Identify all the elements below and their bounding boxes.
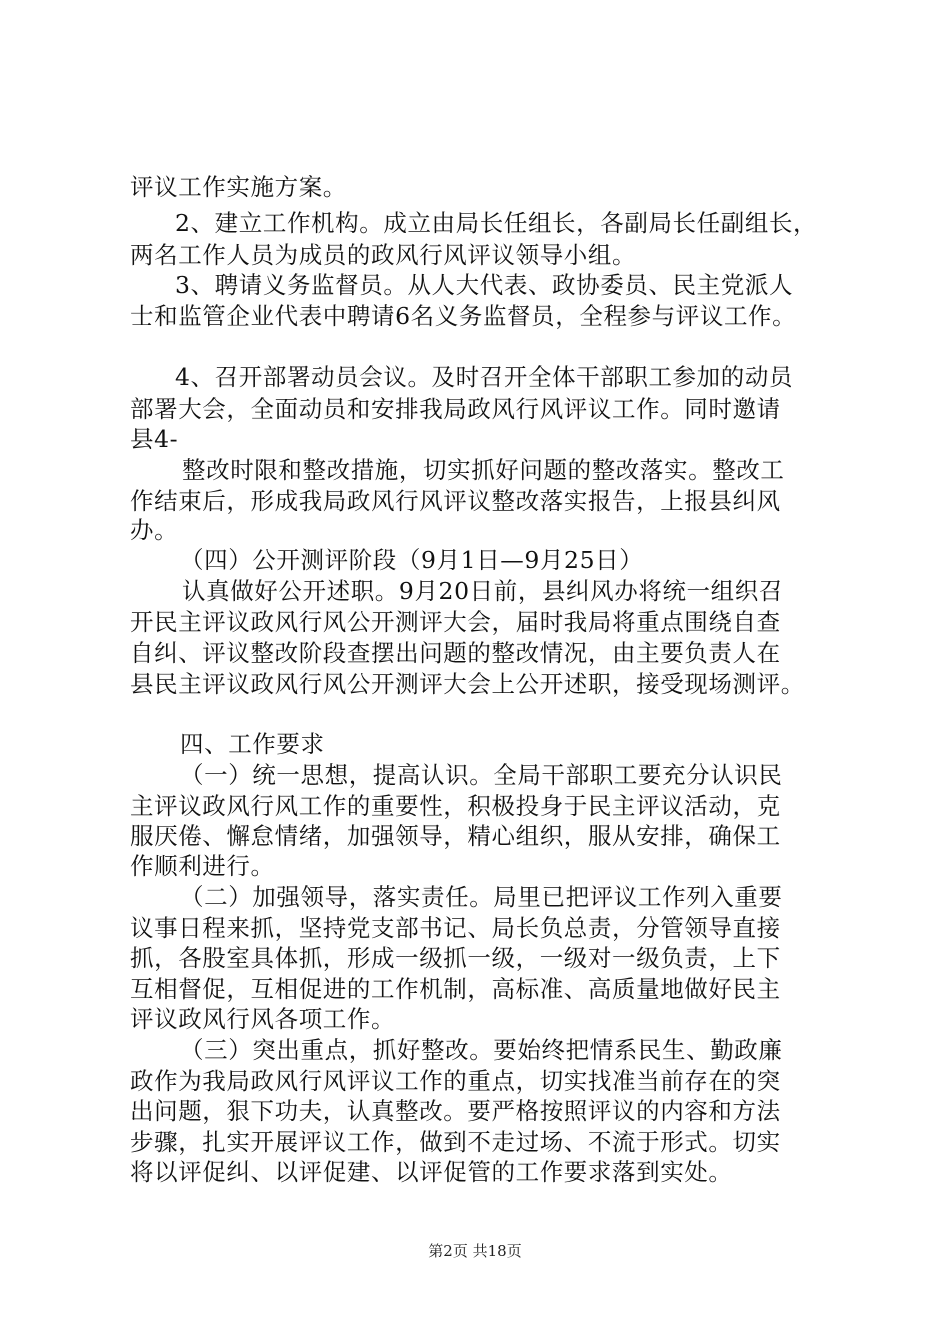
text-line: 互相督促，互相促进的工作机制，高标准、高质量地做好民主 [130,975,781,1003]
text-line: 评议工作实施方案。 [130,173,347,201]
text-line: 服厌倦、懈怠情绪，加强领导，精心组织，服从安排，确保工 [130,822,781,850]
text-line: 县民主评议政风行风公开测评大会上公开述职，接受现场测评。 [130,670,805,698]
text-line: 政作为我局政风行风评议工作的重点，切实找准当前存在的突 [130,1067,781,1095]
text-line: 将以评促纠、以评促建、以评促管的工作要求落到实处。 [130,1158,733,1186]
text-line: 议事日程来抓，坚持党支部书记、局长负总责，分管领导直接 [130,914,781,942]
text-line: （一）统一思想，提高认识。全局干部职工要充分认识民 [180,761,783,789]
text-line: （二）加强领导，落实责任。局里已把评议工作列入重要 [180,883,783,911]
page-footer: 第2页 共18页 [428,1242,522,1260]
text-line: 认真做好公开述职。9月20日前，县纠风办将统一组织召 [182,577,783,605]
text-line: 主评议政风行风工作的重要性，积极投身于民主评议活动，克 [130,792,781,820]
text-line: 3、聘请义务监督员。从人大代表、政协委员、民主党派人 [175,271,794,299]
text-line: 抓，各股室具体抓，形成一级抓一级，一级对一级负责，上下 [130,944,781,972]
text-line: 2、建立工作机构。成立由局长任组长，各副局长任副组长， [175,209,818,237]
text-line: 开民主评议政风行风公开测评大会，届时我局将重点围绕自查 [130,608,781,636]
text-line: （三）突出重点，抓好整改。要始终把情系民生、勤政廉 [180,1036,783,1064]
text-line: 评议政风行风各项工作。 [130,1005,396,1033]
text-line: 作顺利进行。 [130,852,275,880]
text-line: 两名工作人员为成员的政风行风评议领导小组。 [130,241,637,269]
section-heading: 四、工作要求 [180,730,325,758]
text-line: 部署大会，全面动员和安排我局政风行风评议工作。同时邀请 [130,395,781,423]
text-line: 士和监管企业代表中聘请6名义务监督员，全程参与评议工作。 [130,302,797,330]
text-line: 4、召开部署动员会议。及时召开全体干部职工参加的动员 [175,363,794,391]
text-line: 自纠、评议整改阶段查摆出问题的整改情况，由主要负责人在 [130,639,781,667]
text-line: 作结束后，形成我局政风行风评议整改落实报告，上报县纠风 [130,487,781,515]
text-line: 办。 [130,516,179,544]
text-line: 县4- [130,425,179,453]
text-line: 步骤，扎实开展评议工作，做到不走过场、不流于形式。切实 [130,1128,781,1156]
section-heading: （四）公开测评阶段（9月1日—9月25日） [180,546,644,574]
text-line: 整改时限和整改措施，切实抓好问题的整改落实。整改工 [182,456,785,484]
text-line: 出问题，狠下功夫，认真整改。要严格按照评议的内容和方法 [130,1097,781,1125]
